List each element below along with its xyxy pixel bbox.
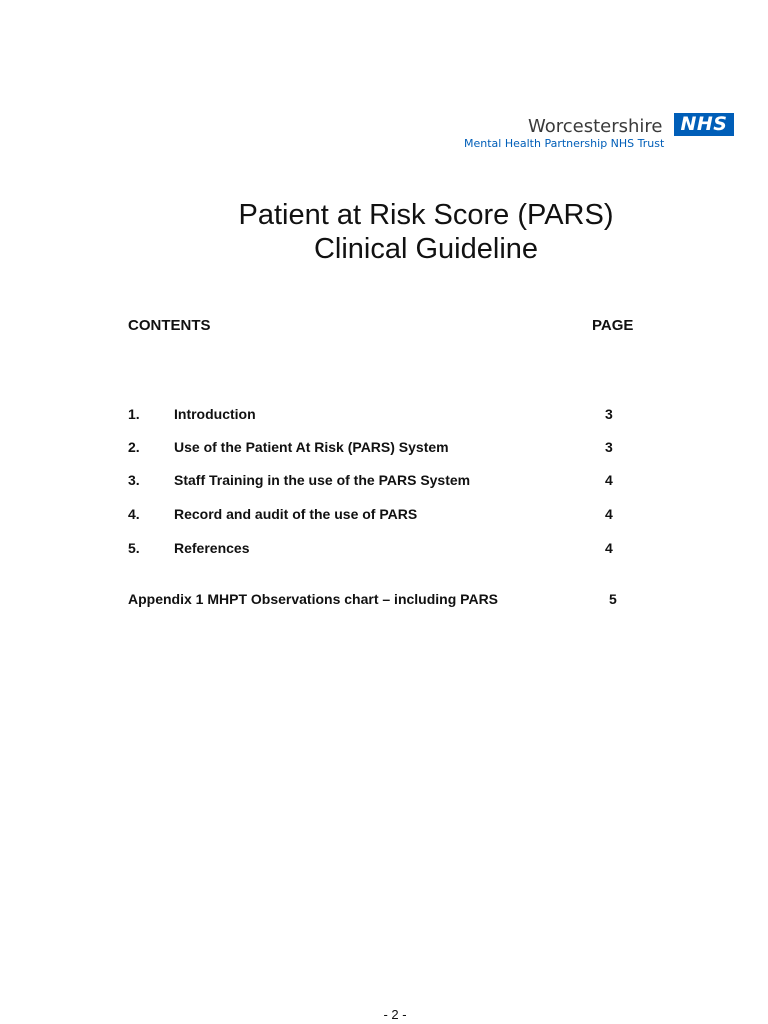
toc-entry-number: 2. [128,439,140,455]
toc-entry-number: 5. [128,540,140,556]
page-column-heading: PAGE [592,317,634,334]
document-title [0,198,768,266]
toc-entry-number: 4. [128,506,140,522]
toc-entry-label: Use of the Patient At Risk (PARS) System [174,439,449,455]
toc-entry [128,540,628,560]
toc-entry [128,439,628,459]
appendix-label: Appendix 1 MHPT Observations chart – including PARS [128,591,499,607]
title-line-1: Patient at Risk Score (PARS) [238,199,614,231]
toc-entry-label: Introduction [174,406,256,422]
toc-entry-number: 3. [128,472,140,488]
title-line-2: Clinical Guideline [313,233,539,265]
appendix-page: 5 [609,591,617,607]
appendix-entry [128,591,628,611]
toc-entry-label: Record and audit of the use of PARS [174,506,418,522]
nhs-badge: NHS [674,113,734,136]
toc-entry-page: 3 [605,439,613,455]
nhs-trust-logo [462,112,734,152]
toc-entry [128,506,628,526]
toc-entry [128,472,628,492]
toc-entry-page: 3 [605,406,613,422]
toc-entry-page: 4 [605,540,613,556]
contents-heading: CONTENTS [128,317,211,334]
toc-entry [128,406,628,426]
toc-entry-page: 4 [605,506,613,522]
toc-entry-label: Staff Training in the use of the PARS System [174,472,471,488]
logo-organisation-name: Worcestershire [528,116,663,137]
toc-entry-page: 4 [605,472,613,488]
page-number: - 2 - [383,1007,407,1022]
logo-trust-name: Mental Health Partnership NHS Trust [464,137,665,150]
toc-entry-label: References [174,540,250,556]
toc-entry-number: 1. [128,406,140,422]
